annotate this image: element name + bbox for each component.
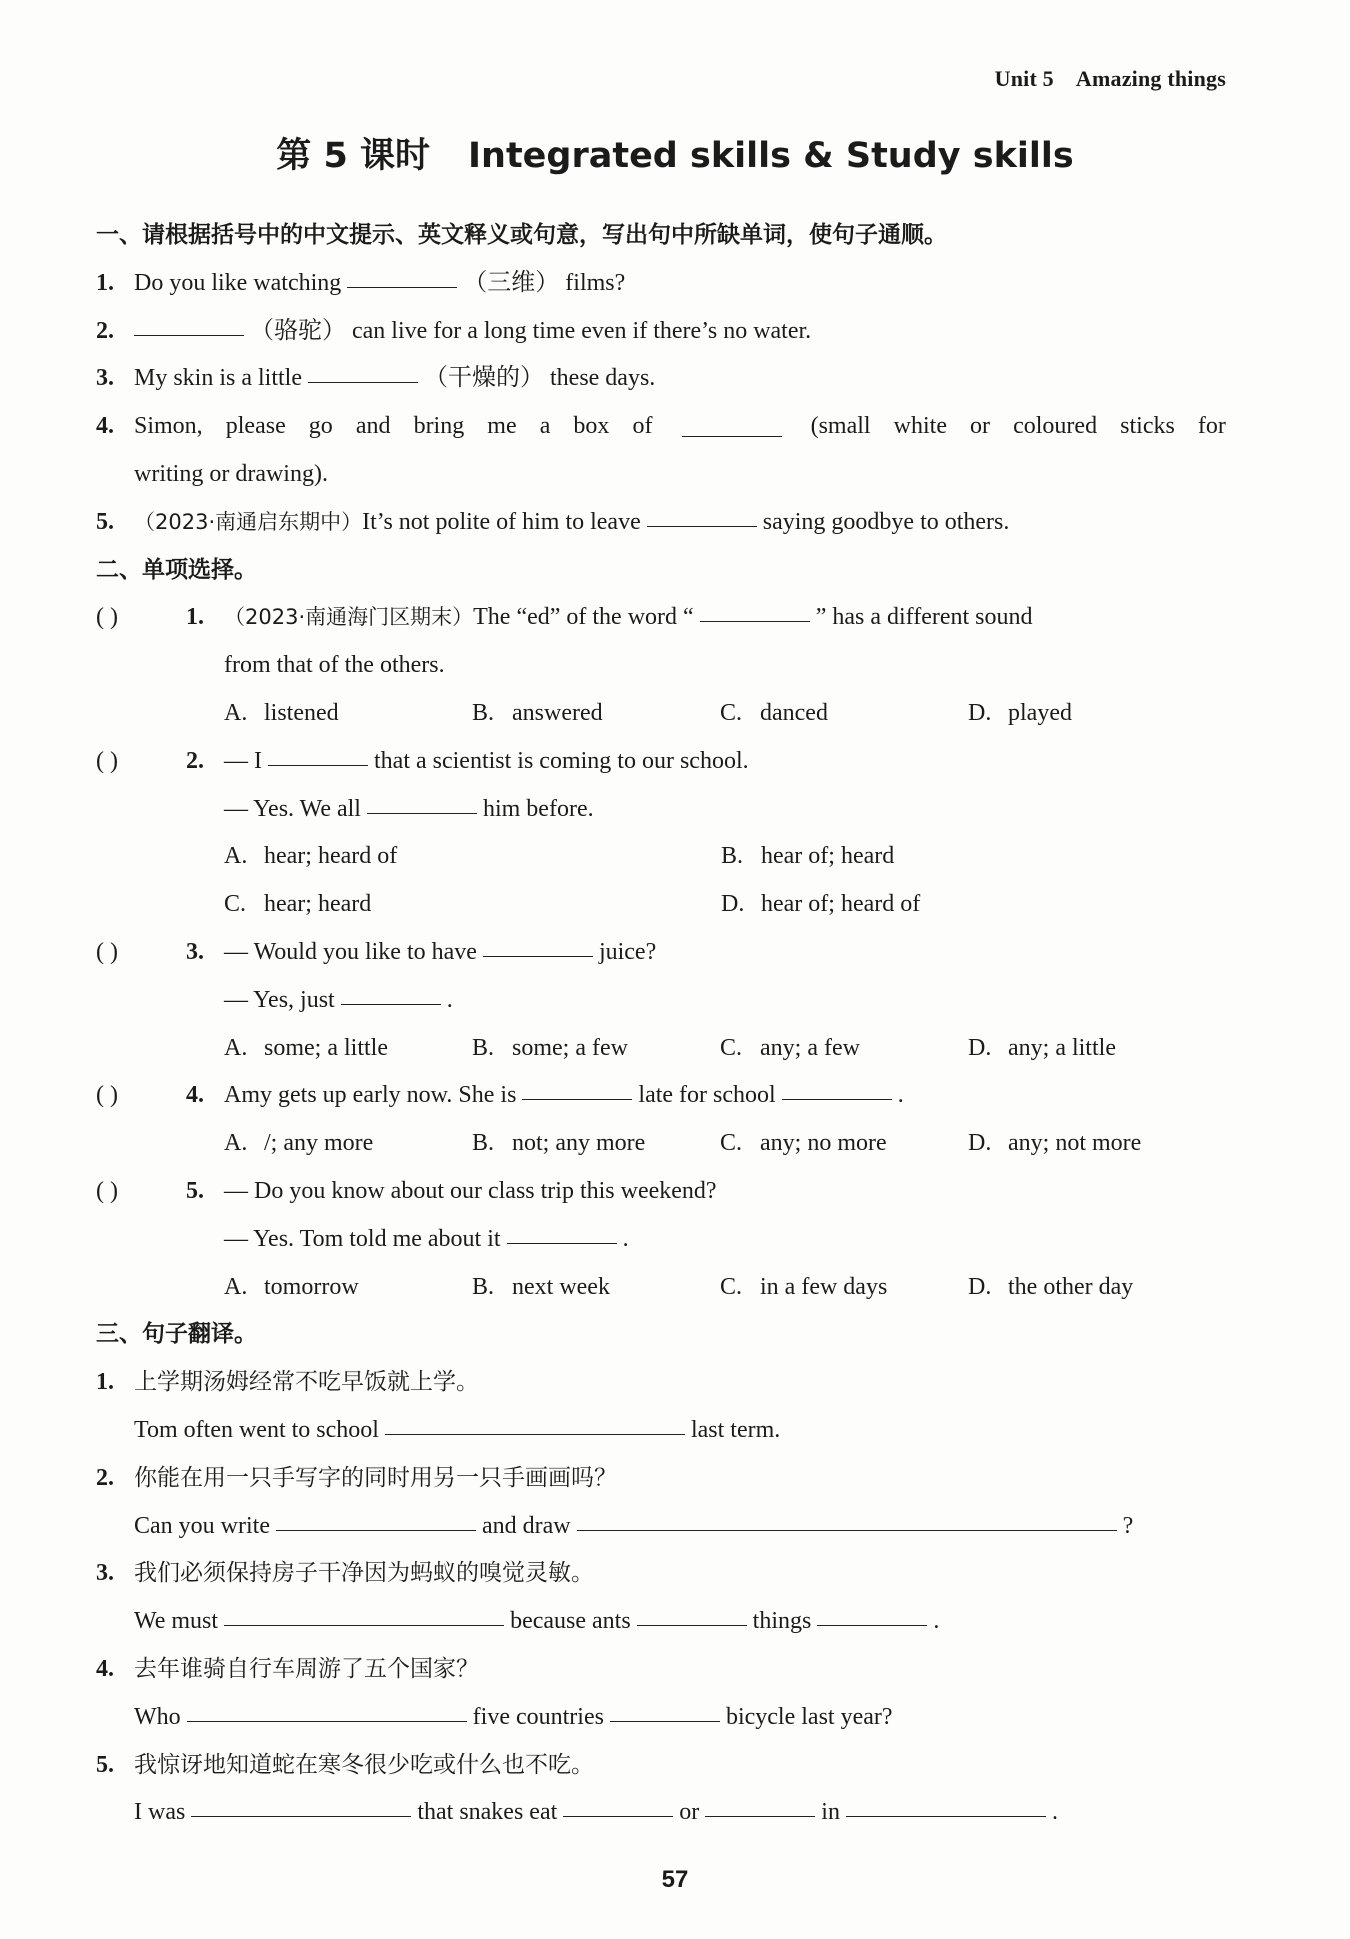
- mc-question-line2: — Yes, just .: [224, 986, 453, 1013]
- option-c[interactable]: C. danced: [720, 699, 828, 726]
- option-a[interactable]: A. /; any more: [224, 1130, 374, 1157]
- answer-bracket[interactable]: ( ): [96, 1177, 118, 1204]
- answer-blank[interactable]: [224, 1624, 504, 1626]
- lesson-name: Integrated skills & Study skills: [468, 136, 1074, 176]
- answer-blank[interactable]: [483, 955, 593, 957]
- option-a[interactable]: A. listened: [224, 699, 339, 726]
- mc-question: ( ) 2. — I that a scientist is coming to our school.: [96, 738, 1226, 786]
- answer-bracket[interactable]: ( ): [96, 938, 118, 965]
- answer-blank[interactable]: [134, 334, 244, 336]
- mc-options: [96, 833, 1226, 881]
- option-c[interactable]: C. in a few days: [720, 1273, 888, 1300]
- section-heading: 三、句子翻译。: [96, 1321, 257, 1348]
- translation-prompt: 3. 我们必须保持房子干净因为蚂蚁的嗅觉灵敏。: [96, 1560, 594, 1587]
- translation-answer: We must because ants things .: [134, 1608, 940, 1635]
- source-note: （2023·南通启东期中）: [134, 509, 363, 534]
- mc-question-continued: from that of the others.: [224, 652, 445, 679]
- answer-blank[interactable]: [846, 1815, 1046, 1817]
- mc-options: [96, 881, 1226, 929]
- translation-prompt: 4. 去年谁骑自行车周游了五个国家？: [96, 1655, 479, 1682]
- fill-in-item-continued: writing or drawing).: [134, 460, 328, 487]
- option-b[interactable]: B. some; a few: [472, 1034, 628, 1061]
- option-c[interactable]: C. any; a few: [720, 1034, 860, 1061]
- fill-in-item: 4. Simon, please go and bring me a box of (small white or coloured sticks for: [96, 413, 1226, 440]
- option-d[interactable]: D. any; not more: [968, 1130, 1142, 1157]
- translation-prompt: 5. 我惊讶地知道蛇在寒冬很少吃或什么也不吃。: [96, 1751, 594, 1778]
- answer-blank[interactable]: [276, 1529, 476, 1531]
- answer-blank[interactable]: [187, 1720, 467, 1722]
- answer-blank[interactable]: [268, 764, 368, 766]
- answer-blank[interactable]: [367, 812, 477, 814]
- running-head: [995, 66, 1226, 92]
- answer-blank[interactable]: [682, 435, 782, 437]
- answer-blank[interactable]: [522, 1098, 632, 1100]
- translation-answer: Who five countries bicycle last year?: [134, 1703, 893, 1730]
- translation-answer: Tom often went to school last term.: [134, 1416, 781, 1443]
- unit-topic: Amazing things: [1075, 66, 1226, 91]
- section-heading: 二、单项选择。: [96, 556, 257, 583]
- answer-blank[interactable]: [700, 620, 810, 622]
- option-c[interactable]: C. any; no more: [720, 1130, 887, 1157]
- lesson-title: [0, 128, 1350, 178]
- option-c[interactable]: C. hear; heard: [224, 891, 372, 918]
- section-heading: 一、请根据括号中的中文提示、英文释义或句意，写出句中所缺单词，使句子通顺。: [96, 222, 947, 248]
- option-a[interactable]: A. some; a little: [224, 1034, 388, 1061]
- answer-bracket[interactable]: ( ): [96, 747, 118, 774]
- fill-in-item: 1. Do you like watching （三维） films?: [96, 269, 626, 296]
- answer-blank[interactable]: [637, 1624, 747, 1626]
- option-b[interactable]: B. not; any more: [472, 1130, 646, 1157]
- mc-question-line2: — Yes. Tom told me about it .: [224, 1225, 629, 1252]
- option-d[interactable]: D. hear of; heard of: [721, 891, 921, 918]
- answer-blank[interactable]: [341, 1003, 441, 1005]
- translation-answer: Can you write and draw ?: [134, 1512, 1134, 1539]
- answer-blank[interactable]: [507, 1242, 617, 1244]
- option-b[interactable]: B. hear of; heard: [721, 843, 895, 870]
- mc-options: [96, 1120, 1226, 1168]
- lesson-label: 第 5 课时: [276, 136, 430, 176]
- mc-options: [96, 690, 1226, 738]
- unit-label: Unit 5: [994, 66, 1054, 91]
- answer-blank[interactable]: [647, 525, 757, 527]
- option-d[interactable]: D. any; a little: [968, 1034, 1116, 1061]
- fill-in-item: 2. （骆驼） can live for a long time even if there’s no water.: [96, 317, 812, 344]
- translation-prompt: 2. 你能在用一只手写字的同时用另一只手画画吗？: [96, 1464, 617, 1491]
- page-number: 57: [661, 1866, 689, 1893]
- mc-options: [96, 1264, 1226, 1312]
- answer-blank[interactable]: [817, 1624, 927, 1626]
- option-b[interactable]: B. answered: [472, 699, 603, 726]
- option-a[interactable]: A. hear; heard of: [224, 843, 398, 870]
- answer-blank[interactable]: [347, 286, 457, 288]
- answer-bracket[interactable]: ( ): [96, 1082, 118, 1109]
- option-b[interactable]: B. next week: [472, 1273, 610, 1300]
- mc-options: [96, 1025, 1226, 1073]
- option-d[interactable]: D. the other day: [968, 1273, 1134, 1300]
- exercise-content: [96, 212, 1226, 1837]
- fill-in-item: 3. My skin is a little （干燥的） these days.: [96, 365, 656, 392]
- mc-question-line2: — Yes. We all him before.: [224, 795, 594, 822]
- answer-blank[interactable]: [610, 1720, 720, 1722]
- answer-blank[interactable]: [191, 1815, 411, 1817]
- mc-question: ( ) 4. Amy gets up early now. She is late for school .: [96, 1072, 1226, 1120]
- option-d[interactable]: D. played: [968, 699, 1072, 726]
- answer-blank[interactable]: [705, 1815, 815, 1817]
- answer-bracket[interactable]: ( ): [96, 604, 118, 631]
- source-note: （2023·南通海门区期末）: [224, 605, 474, 630]
- mc-question: ( ) 1. （2023·南通海门区期末）The “ed” of the word “ ” has a different sound: [96, 594, 1226, 642]
- answer-blank[interactable]: [782, 1098, 892, 1100]
- option-a[interactable]: A. tomorrow: [224, 1273, 359, 1300]
- translation-answer: I was that snakes eat or in .: [134, 1799, 1058, 1826]
- mc-question: ( ) 3. — Would you like to have juice?: [96, 929, 1226, 977]
- translation-prompt: 1. 上学期汤姆经常不吃早饭就上学。: [96, 1369, 479, 1396]
- fill-in-item: 5. （2023·南通启东期中）It’s not polite of him to leave saying goodbye to others.: [96, 508, 1010, 535]
- answer-blank[interactable]: [577, 1529, 1117, 1531]
- answer-blank[interactable]: [308, 381, 418, 383]
- answer-blank[interactable]: [385, 1433, 685, 1435]
- mc-question: ( ) 5. — Do you know about our class trip this weekend?: [96, 1168, 1226, 1216]
- answer-blank[interactable]: [563, 1815, 673, 1817]
